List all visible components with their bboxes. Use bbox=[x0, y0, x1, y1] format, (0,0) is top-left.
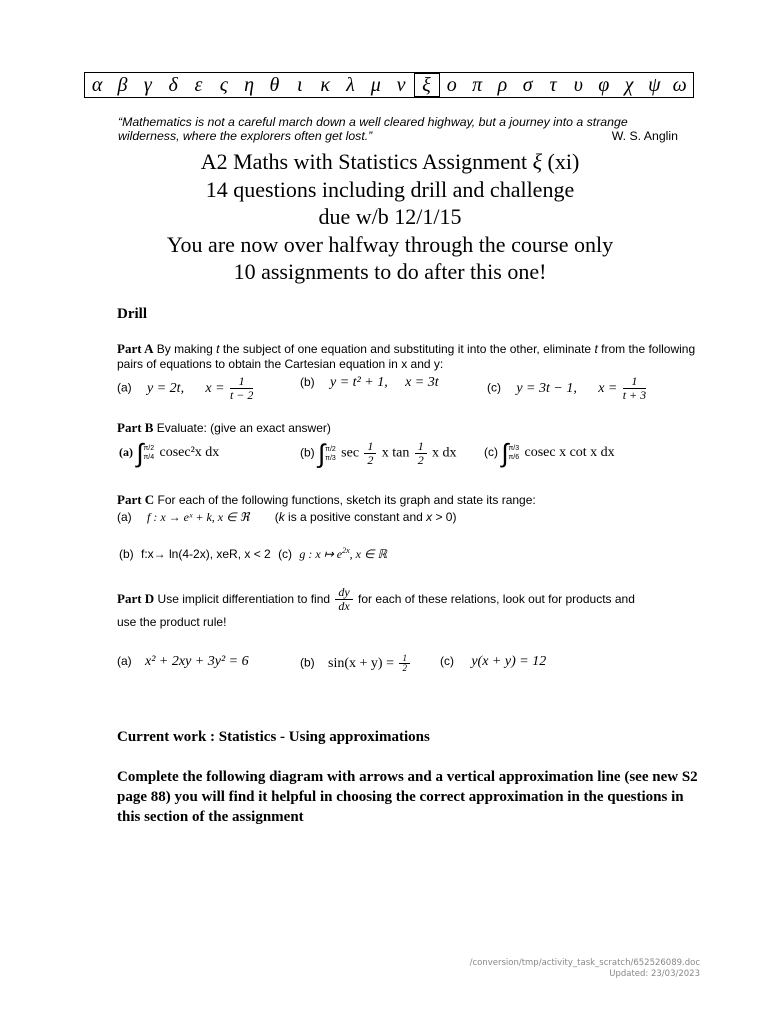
greek-letter-cell: ς bbox=[212, 73, 237, 97]
greek-letter-cell: ξ bbox=[414, 73, 439, 97]
title-line-5: 10 assignments to do after this one! bbox=[233, 259, 547, 284]
g-expr: g : x ↦ e bbox=[299, 547, 343, 561]
numerator: 1 bbox=[230, 375, 253, 389]
part-b-item-c bbox=[484, 440, 615, 466]
part-a-item-c bbox=[487, 375, 648, 402]
fraction-half bbox=[364, 440, 376, 467]
greek-letter-strip bbox=[84, 72, 694, 98]
part-c-label: Part C bbox=[117, 492, 155, 507]
denominator: 2 bbox=[402, 663, 407, 673]
function-g bbox=[299, 547, 387, 561]
note-open: ( bbox=[274, 510, 279, 524]
greek-letter-cell: π bbox=[465, 73, 490, 97]
numerator: 1 bbox=[415, 440, 427, 454]
fraction bbox=[230, 375, 253, 402]
integrand: cosec x cot x dx bbox=[524, 445, 615, 461]
item-c-label: (c) bbox=[278, 547, 293, 561]
quote-line-1: “Mathematics is not a careful march down a well cleared highway, but a journey into a strange bbox=[118, 115, 628, 129]
greek-letter-cell: β bbox=[110, 73, 135, 97]
part-d-text-3: use the product rule! bbox=[117, 615, 227, 630]
part-a-item-a bbox=[117, 375, 255, 402]
dy-dx-fraction bbox=[335, 586, 352, 613]
part-b-item-a bbox=[119, 440, 219, 466]
part-b-text: Evaluate: (give an exact answer) bbox=[153, 421, 331, 435]
part-c-instructions bbox=[117, 492, 702, 508]
equation-y: y = 3t − 1, bbox=[516, 380, 577, 396]
part-d-text-2: for each of these relations, look out for products and bbox=[354, 592, 635, 606]
integrand: cosec²x dx bbox=[159, 445, 220, 461]
upper-limit: π/2 bbox=[143, 445, 155, 452]
upper-limit: π/2 bbox=[325, 445, 336, 453]
drill-heading: Drill bbox=[117, 306, 147, 322]
item-b-label: (b) bbox=[119, 547, 134, 561]
note-close: > 0) bbox=[432, 510, 457, 524]
title-line-2: 14 questions including drill and challenge bbox=[205, 176, 575, 202]
denominator: 2 bbox=[367, 453, 374, 467]
item-label: (b) bbox=[300, 655, 315, 670]
numerator: 1 bbox=[399, 654, 410, 664]
part-a-label: Part A bbox=[117, 341, 154, 356]
note-x: x bbox=[426, 510, 433, 524]
greek-letter-cell: ω bbox=[668, 73, 693, 97]
integral-sign: ∫ bbox=[136, 438, 144, 468]
current-work-heading: Current work : Statistics - Using approximations bbox=[117, 729, 430, 745]
equation-y: y = t² + 1, bbox=[330, 375, 388, 390]
item-label: (c) bbox=[484, 445, 498, 460]
integrand-dx: x dx bbox=[432, 445, 457, 461]
upper-limit: π/3 bbox=[508, 445, 520, 452]
denominator: t + 3 bbox=[622, 388, 647, 402]
function-f: f : x → eˣ + k, x ∈ ℜ bbox=[147, 510, 250, 524]
part-b-label: Part B bbox=[117, 420, 154, 435]
footer-updated: Updated: 23/03/2023 bbox=[609, 969, 700, 979]
numerator: dy bbox=[335, 586, 352, 600]
integral-sign: ∫ bbox=[501, 438, 509, 468]
numerator: 1 bbox=[623, 375, 646, 389]
quote-author: W. S. Anglin bbox=[611, 129, 678, 143]
relation: sin(x + y) = bbox=[328, 655, 398, 671]
part-c-note bbox=[275, 510, 457, 524]
g-domain: , x ∈ ℝ bbox=[349, 547, 387, 561]
integrand-sec: sec bbox=[341, 445, 360, 461]
greek-letter-cell: ν bbox=[389, 73, 414, 97]
equation-y: y = 2t, bbox=[147, 380, 185, 396]
numerator: 1 bbox=[364, 440, 376, 454]
integral-limits bbox=[325, 445, 336, 463]
title-xi-text: (xi) bbox=[542, 149, 580, 174]
part-d-item-a bbox=[117, 654, 249, 670]
greek-letter-cell: ψ bbox=[642, 73, 667, 97]
greek-letter-cell: η bbox=[237, 73, 262, 97]
g-exponent: 2x bbox=[342, 546, 350, 555]
part-a-text-2: the subject of one equation and substituting it into the other, eliminate bbox=[219, 342, 595, 356]
part-a-text-1: By making bbox=[153, 342, 217, 356]
note-k: k bbox=[278, 510, 285, 524]
document-footer bbox=[470, 958, 700, 980]
greek-letter-cell: χ bbox=[617, 73, 642, 97]
item-label: (a) bbox=[117, 510, 132, 524]
integral-sign: ∫ bbox=[318, 438, 326, 469]
part-a-instructions bbox=[117, 341, 702, 372]
integral-limits bbox=[143, 444, 154, 462]
greek-letter-cell: τ bbox=[541, 73, 566, 97]
greek-letter-cell: σ bbox=[516, 73, 541, 97]
current-work-instruction: Complete the following diagram with arrows and a vertical approximation line (see new S2 page 88) you will find it helpful in choosing the correct approximation in the questions in this section of the assignment bbox=[117, 769, 698, 825]
greek-letter-cell: ε bbox=[186, 73, 211, 97]
part-b-instructions bbox=[117, 420, 702, 436]
part-d-text-1: Use implicit differentiation to find bbox=[154, 592, 334, 606]
note-text: is a positive constant and bbox=[284, 510, 427, 524]
equation-x: x = 3t bbox=[405, 375, 439, 390]
item-label: (b) bbox=[300, 375, 315, 389]
relation: x² + 2xy + 3y² = 6 bbox=[145, 654, 249, 669]
part-d-item-b bbox=[300, 654, 412, 673]
fraction bbox=[623, 375, 646, 402]
integrand-tan: x tan bbox=[381, 445, 410, 461]
part-d-item-c bbox=[440, 654, 546, 670]
part-c-items-bc bbox=[117, 546, 387, 562]
item-label: (c) bbox=[487, 380, 501, 395]
item-label: (a) bbox=[117, 654, 132, 668]
fraction-half bbox=[415, 440, 427, 467]
greek-letter-cell: γ bbox=[136, 73, 161, 97]
title-line-3: due w/b 12/1/15 bbox=[318, 204, 462, 229]
part-a-text-3: from the following pairs of equations to obtain the Cartesian equation in x and y: bbox=[117, 342, 696, 371]
denominator: 2 bbox=[417, 453, 424, 467]
relation: y(x + y) = 12 bbox=[471, 654, 547, 669]
part-b-item-b bbox=[300, 440, 457, 467]
greek-letter-cell: λ bbox=[338, 73, 363, 97]
greek-letter-cell: θ bbox=[262, 73, 287, 97]
greek-letter-cell: μ bbox=[364, 73, 389, 97]
lower-limit: π/4 bbox=[143, 454, 155, 461]
footer-path: /conversion/tmp/activity_task_scratch/652526089.doc bbox=[469, 958, 700, 968]
part-a-item-b bbox=[300, 375, 439, 391]
part-d-label: Part D bbox=[117, 591, 155, 606]
item-label: (c) bbox=[440, 654, 454, 668]
quote-line-2: wilderness, where the explorers often get lost.” bbox=[118, 129, 373, 143]
greek-letter-cell: δ bbox=[161, 73, 186, 97]
title-line-4: You are now over halfway through the course only bbox=[166, 231, 614, 257]
quote bbox=[118, 115, 678, 143]
part-a-t: t bbox=[216, 342, 220, 356]
item-label: (a) bbox=[117, 380, 132, 395]
part-c-item-a bbox=[117, 510, 456, 525]
equation-x-lhs: x = bbox=[598, 380, 618, 396]
lower-limit: π/3 bbox=[325, 454, 336, 462]
greek-letter-cell: κ bbox=[313, 73, 338, 97]
part-c-text: For each of the following functions, sketch its graph and state its range: bbox=[154, 493, 536, 507]
title-xi-symbol: ξ bbox=[532, 149, 542, 174]
integral-limits bbox=[508, 444, 519, 462]
item-label: (a) bbox=[119, 445, 133, 460]
greek-letter-cell: α bbox=[85, 73, 110, 97]
equation-x-lhs: x = bbox=[205, 380, 225, 396]
part-a-t-2: t bbox=[594, 342, 598, 356]
greek-letter-cell: ρ bbox=[490, 73, 515, 97]
title-line-1 bbox=[100, 148, 680, 176]
function-b: f:x→ ln(4-2x), xeR, x < 2 bbox=[141, 547, 271, 561]
greek-letter-cell: ο bbox=[440, 73, 465, 97]
fraction-half bbox=[399, 654, 410, 673]
item-label: (b) bbox=[300, 445, 315, 460]
greek-letter-cell: υ bbox=[566, 73, 591, 97]
greek-letter-cell: φ bbox=[592, 73, 617, 97]
assignment-title bbox=[100, 148, 680, 286]
denominator: t − 2 bbox=[229, 388, 254, 402]
title-line-1-text: A2 Maths with Statistics Assignment bbox=[200, 149, 533, 174]
part-d-instructions bbox=[117, 586, 702, 630]
lower-limit: π/6 bbox=[508, 454, 520, 461]
greek-letter-cell: ι bbox=[288, 73, 313, 97]
denominator: dx bbox=[338, 599, 350, 614]
